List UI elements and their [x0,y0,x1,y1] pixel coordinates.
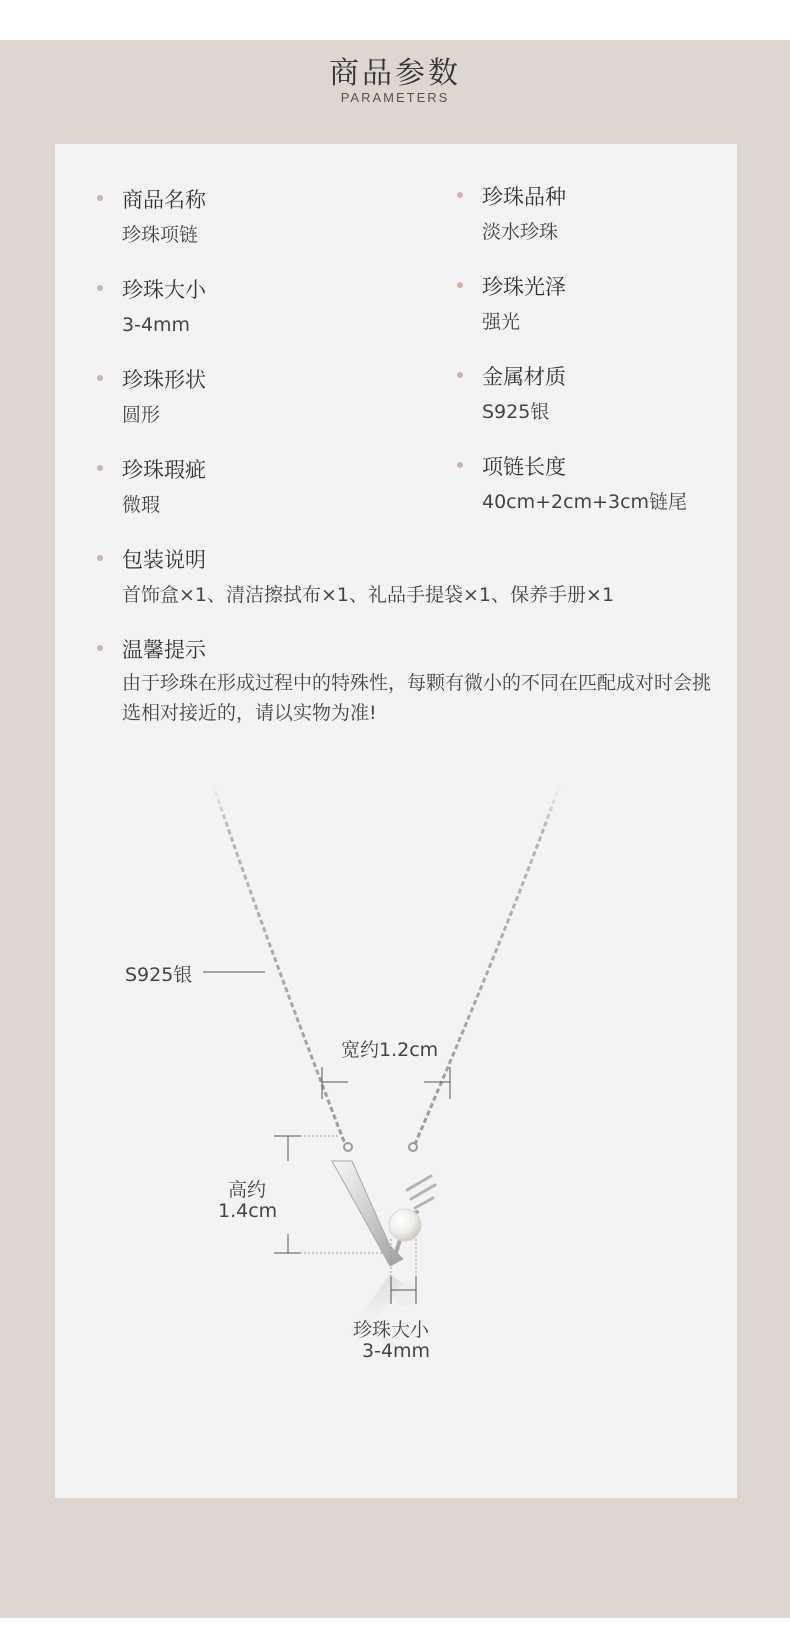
pearl-size-annotation-value: 3-4mm [362,1340,431,1362]
pearl-size-annotation-label: 珍珠大小 [353,1319,430,1341]
param-value: 淡水珍珠 [482,221,559,243]
param-value: 首饰盒×1、清洁擦拭布×1、礼品手提袋×1、保养手册×1 [122,584,615,606]
parameters-card [55,144,737,1498]
param-value: 圆形 [122,404,161,426]
section-title: 商品参数 [329,56,461,91]
param-label: 珍珠光泽 [482,275,566,299]
param-label: 金属材质 [482,365,566,389]
param-value: 珍珠项链 [122,224,199,246]
param-label: 珍珠品种 [482,185,566,209]
param-value: S925银 [482,401,550,423]
param-label: 珍珠大小 [122,278,206,302]
param-value: 强光 [482,311,521,333]
necklace-illustration [55,144,737,1498]
v-pendant [332,1161,403,1266]
height-annotation-label: 高约 [228,1179,267,1201]
left-chain [213,784,345,1144]
material-annotation: S925银 [125,964,193,986]
param-label: 项链长度 [482,455,566,479]
param-value: 微瑕 [122,494,161,516]
section-subtitle: PARAMETERS [340,90,450,105]
param-label: 温馨提示 [122,638,206,662]
param-label: 珍珠瑕疵 [122,458,206,482]
param-value: 40cm+2cm+3cm链尾 [482,491,688,513]
notice-text: 由于珍珠在形成过程中的特殊性，每颗有微小的不同在匹配成对时会挑选相对接近的，请以实物为准! [122,672,712,724]
param-value: 3-4mm [122,314,191,336]
right-chain [415,784,560,1144]
param-label: 包装说明 [122,548,206,572]
width-annotation: 宽约1.2cm [341,1039,439,1061]
param-label: 商品名称 [122,188,206,212]
pearl-icon [389,1209,421,1241]
param-label: 珍珠形状 [122,368,206,392]
height-annotation-value: 1.4cm [218,1200,278,1222]
ve-letters [407,1176,435,1208]
